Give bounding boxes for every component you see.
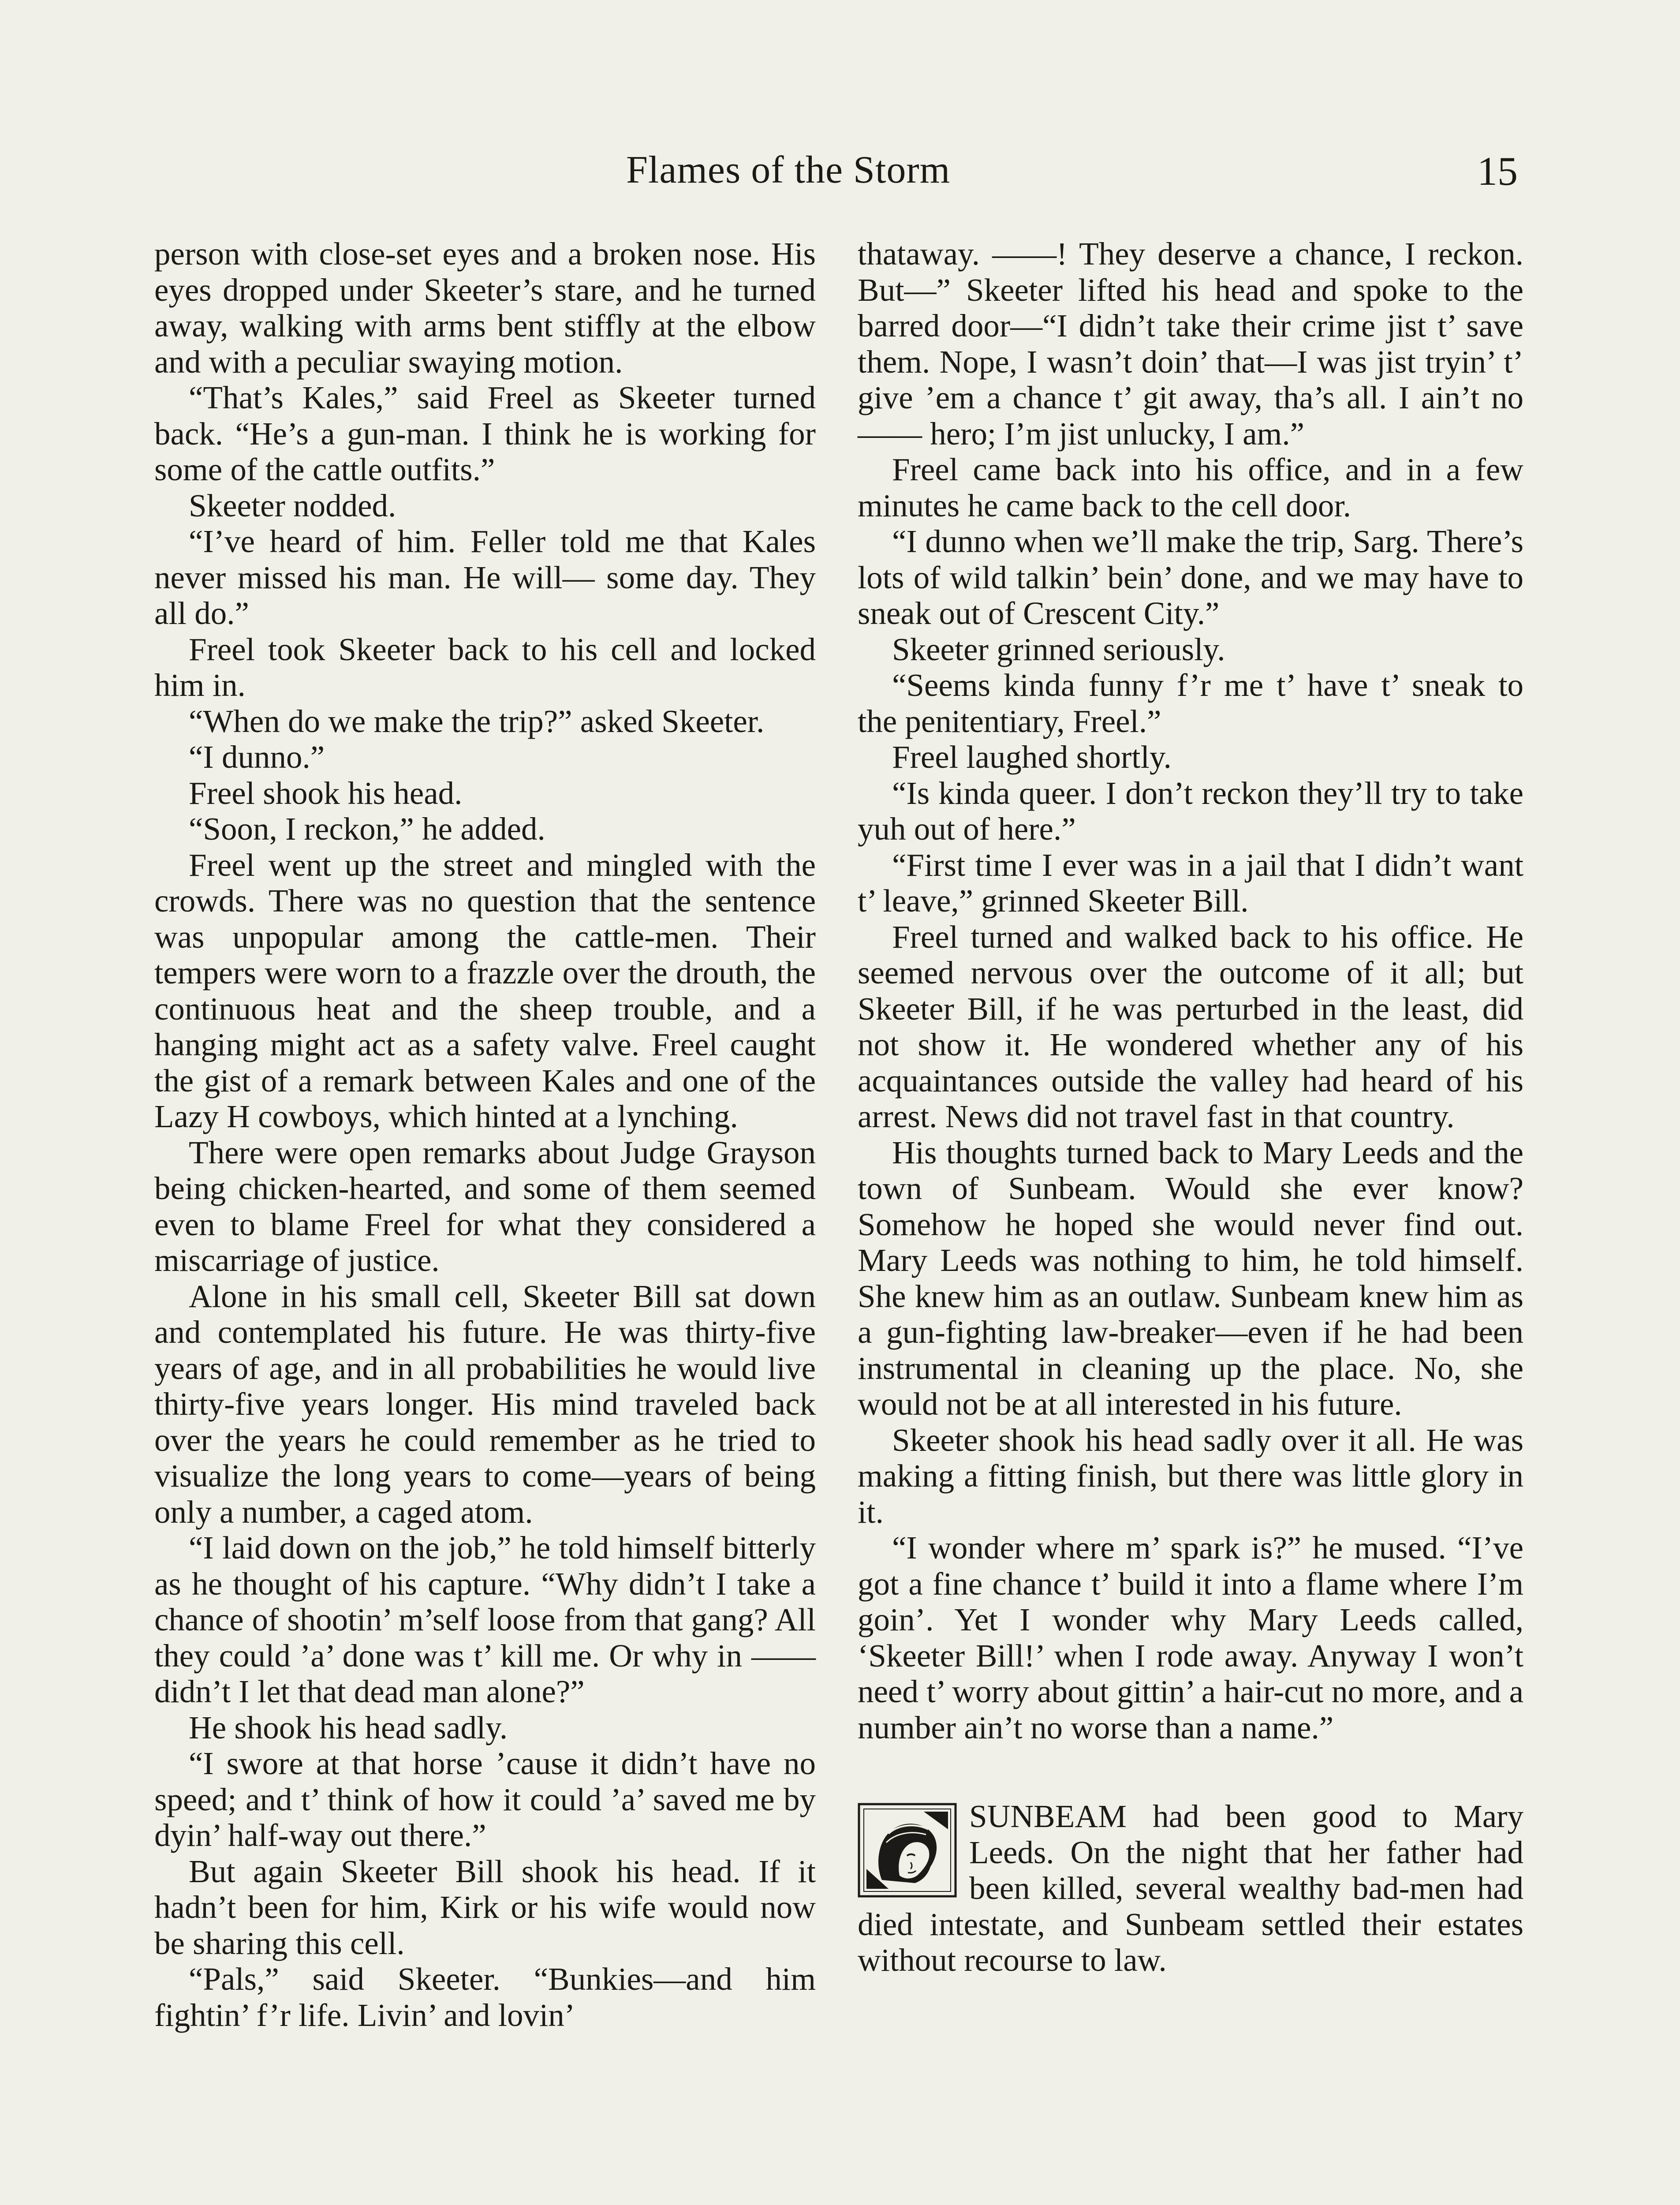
- paragraph: He shook his head sadly.: [189, 1709, 508, 1745]
- paragraph: “I dunno when we’ll make the trip, Sarg. There’s lots of wild talkin’ bein’ done, and we may have to sneak out of Crescent City.”: [858, 523, 1523, 631]
- paragraph: “I laid down on the job,” he told himself bitterly as he thought of his capture. “Why didn’t I take a chance of shootin’ m’self loose from that gang? All they could ’a’ done was t’ kill me. Or why in —— didn’t I let that dead man alone?”: [154, 1530, 816, 1709]
- paragraph: thataway. ——! They deserve a chance, I reckon. But—” Skeeter lifted his head and spoke to the barred door—“I didn’t take their crime jist t’ save them. Nope, I wasn’t doin’ that—I was jist tryin’ t’ give ’em a chance t’ git away, tha’s all. I ain’t no —— hero; I’m jist unlucky, I am.”: [858, 236, 1523, 452]
- running-title: Flames of the Storm: [626, 149, 951, 191]
- paragraph: Freel took Skeeter back to his cell and locked him in.: [154, 631, 816, 703]
- left-column: [154, 236, 816, 2033]
- portrait-ornament-icon: [858, 1803, 957, 1898]
- paragraph: “That’s Kales,” said Freel as Skeeter turned back. “He’s a gun-man. I think he is working for some of the cattle outfits.”: [154, 380, 816, 487]
- section-break: [858, 1745, 1523, 1798]
- page-number: 15: [1477, 149, 1518, 194]
- paragraph: “When do we make the trip?” asked Skeeter.: [189, 703, 765, 739]
- paragraph: Skeeter shook his head sadly over it all. He was making a fitting finish, but there was little glory in it.: [858, 1422, 1523, 1530]
- paragraph: Freel turned and walked back to his office. He seemed nervous over the outcome of it all; but Skeeter Bill, if he was perturbed in the least, did not show it. He wondered whether any of his acquaintances outside the valley had heard of his arrest. News did not travel fast in that country.: [858, 919, 1523, 1134]
- paragraph: There were open remarks about Judge Grayson being chicken-hearted, and some of them seemed even to blame Freel for what they considered a miscarriage of justice.: [154, 1134, 816, 1278]
- paragraph: But again Skeeter Bill shook his head. If it hadn’t been for him, Kirk or his wife would now be sharing this cell.: [154, 1853, 816, 1961]
- paragraph: Skeeter nodded.: [189, 487, 396, 523]
- paragraph: “I’ve heard of him. Feller told me that Kales never missed his man. He will— some day. They all do.”: [154, 523, 816, 631]
- paragraph: “Pals,” said Skeeter. “Bunkies—and him fightin’ f’r life. Livin’ and lovin’: [154, 1961, 816, 2033]
- paragraph: “I swore at that horse ’cause it didn’t have no speed; and t’ think of how it could ’a’ saved me by dyin’ half-way out there.”: [154, 1745, 816, 1853]
- right-column: [858, 236, 1523, 1978]
- paragraph: Freel shook his head.: [189, 775, 463, 811]
- paragraph: Freel went up the street and mingled with the crowds. There was no question that the sentence was unpopular among the cattle-men. Their tempers were worn to a frazzle over the drouth, the continuous heat and the sheep trouble, and a hanging might act as a safety valve. Freel caught the gist of a remark between Kales and one of the Lazy H cowboys, which hinted at a lynching.: [154, 847, 816, 1134]
- paragraph: Alone in his small cell, Skeeter Bill sat down and contemplated his future. He was thirty-five years of age, and in all probabilities he would live thirty-five years longer. His mind traveled back over the years he could remember as he tried to visualize the long years to come—years of being only a number, a caged atom.: [154, 1278, 816, 1530]
- paragraph: “I wonder where m’ spark is?” he mused. “I’ve got a fine chance t’ build it into a flame where I’m goin’. Yet I wonder why Mary Leeds called, ‘Skeeter Bill!’ when I rode away. Anyway I won’t need t’ worry about gittin’ a hair-cut no more, and a number ain’t no worse than a name.”: [858, 1530, 1523, 1745]
- paragraph: “Soon, I reckon,” he added.: [189, 811, 545, 847]
- paragraph: “Seems kinda funny f’r me t’ have t’ sneak to the penitentiary, Freel.”: [858, 667, 1523, 739]
- paragraph: “First time I ever was in a jail that I didn’t want t’ leave,” grinned Skeeter Bill.: [858, 847, 1523, 919]
- paragraph: “I dunno.”: [189, 739, 325, 775]
- paragraph: Freel came back into his office, and in a few minutes he came back to the cell door.: [858, 452, 1523, 523]
- paragraph: “Is kinda queer. I don’t reckon they’ll try to take yuh out of here.”: [858, 775, 1523, 847]
- section-lead-paragraph: SUNBEAM had been good to Mary Leeds. On the night that her father had been killed, several wealthy bad-men had died intestate, and Sunbeam settled their estates without recourse to law.: [858, 1798, 1523, 1978]
- paragraph: Skeeter grinned seriously.: [892, 631, 1225, 667]
- paragraph: Freel laughed shortly.: [892, 739, 1172, 775]
- paragraph: His thoughts turned back to Mary Leeds and the town of Sunbeam. Would she ever know? Somehow he hoped she would never find out. Mary Leeds was nothing to him, he told himself. She knew him as an outlaw. Sunbeam knew him as a gun-fighting law-breaker—even if he had been instrumental in cleaning up the place. No, she would not be at all interested in his future.: [858, 1134, 1523, 1422]
- paragraph: person with close-set eyes and a broken nose. His eyes dropped under Skeeter’s stare, and he turned away, walking with arms bent stiffly at the elbow and with a peculiar swaying motion.: [154, 236, 816, 380]
